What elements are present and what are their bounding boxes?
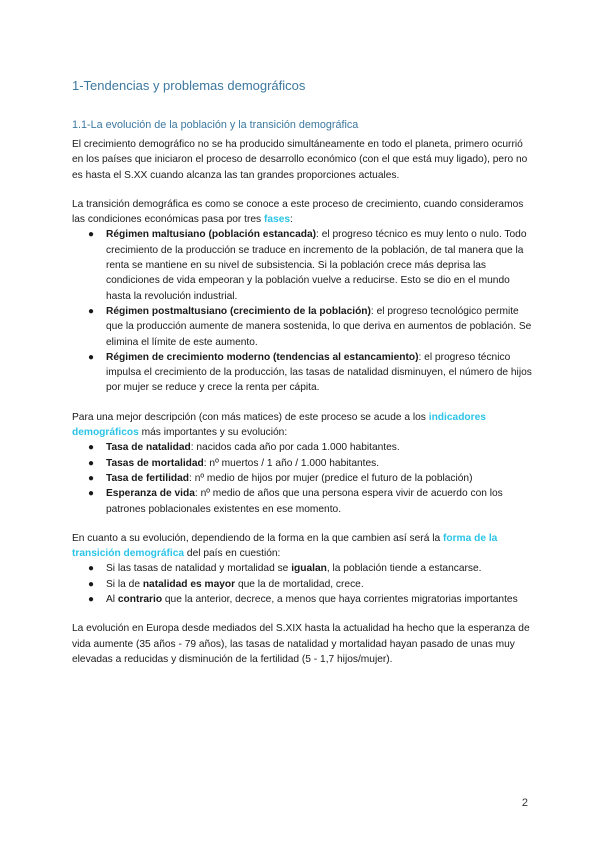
- bullet-icon: ●: [88, 578, 95, 590]
- bullet-icon: ●: [88, 442, 95, 454]
- list-item: ● Régimen postmaltusiano (crecimiento de la población): el progreso tecnológico permite que la producción aumente de manera sostenida, lo que deriva en aumentos de población. Se elimina el límite de este aumento.: [88, 305, 532, 348]
- section-heading: 1-Tendencias y problemas demográficos: [72, 78, 306, 93]
- phases-list: [72, 227, 532, 395]
- document-page: [72, 78, 532, 681]
- transition-paragraph: La transición demográfica es como se conoce a este proceso de crecimiento, cuando consideramos las condiciones económicas pasa por tres fases:: [72, 198, 524, 226]
- list-item: ● Tasa de fertilidad: nº medio de hijos por mujer (predice el futuro de la población): [72, 471, 532, 486]
- indicators-list: [72, 440, 532, 516]
- bullet-icon: ●: [88, 229, 95, 241]
- forms-list: [72, 561, 532, 607]
- bullet-icon: ●: [88, 472, 95, 484]
- list-item: ● Tasas de mortalidad: nº muertos / 1 año / 1.000 habitantes.: [72, 456, 532, 471]
- bullet-icon: ●: [88, 305, 95, 317]
- list-item: ● Si la de natalidad es mayor que la de mortalidad, crece.: [72, 577, 532, 592]
- bullet-icon: ●: [88, 351, 95, 363]
- list-item: ● Esperanza de vida: nº medio de años que una persona espera vivir de acuerdo con los patrones poblacionales existentes en ese momento.: [88, 488, 503, 515]
- europe-paragraph: La evolución en Europa desde mediados del S.XIX hasta la actualidad ha hecho que la esperanza de vida aumente (35 años - 79 años), las tasas de natalidad y mortalidad hayan pasado de unas muy elevadas a reducidas y disminución de la fertilidad (5 - 1,7 hijos/mujer).: [72, 623, 530, 665]
- highlight-forma: forma de la transición demográfica: [72, 532, 498, 560]
- bullet-icon: ●: [88, 488, 95, 500]
- subsection-heading: 1.1-La evolución de la población y la transición demográfica: [72, 119, 359, 131]
- evolution-paragraph: En cuanto a su evolución, dependiendo de la forma en la que cambien así será la forma de la transición demográfica del país en cuestión:: [72, 532, 498, 560]
- bullet-icon: ●: [88, 563, 95, 575]
- highlight-indicadores: indicadores demográficos: [72, 411, 486, 439]
- page-number: 2: [521, 797, 528, 809]
- intro-paragraph: El crecimiento demográfico no se ha producido simultáneamente en todo el planeta, primero ocurrió en los países que iniciaron el proceso de desarrollo económico (con el que está muy ligado), pero no es hasta el S.XX cuando alcanza las tan grandes proporciones actuales.: [72, 139, 528, 181]
- indicators-paragraph: Para una mejor descripción (con más matices) de este proceso se acude a los indicadores demográficos más importantes y su evolución:: [72, 411, 486, 439]
- list-item: ● Régimen de crecimiento moderno (tendencias al estancamiento): el progreso técnico impulsa el crecimiento de la producción, las tasas de natalidad disminuyen, el número de hijos por mujer se reduce y crece la renta per cápita.: [88, 351, 532, 394]
- highlight-fases: fases: [263, 214, 291, 226]
- list-item: ● Al contrario que la anterior, decrece, a menos que haya corrientes migratorias importantes: [72, 592, 532, 607]
- list-item: ● Régimen maltusiano (población estancada): el progreso técnico es muy lento o nulo. Todo crecimiento de la producción se traduce en incremento de la población, de tal manera que la renta se mantiene en su nivel de subsistencia. Si la población crece más deprisa las condiciones de vida empeoran y la población vuelve a reducirse. Esto se dio en el mundo hasta la revolución industrial.: [88, 229, 527, 302]
- list-item: ● Tasa de natalidad: nacidos cada año por cada 1.000 habitantes.: [72, 440, 532, 455]
- list-item: ● Si las tasas de natalidad y mortalidad se igualan, la población tiende a estancarse.: [72, 561, 532, 576]
- bullet-icon: ●: [88, 594, 95, 606]
- bullet-icon: ●: [88, 457, 95, 469]
